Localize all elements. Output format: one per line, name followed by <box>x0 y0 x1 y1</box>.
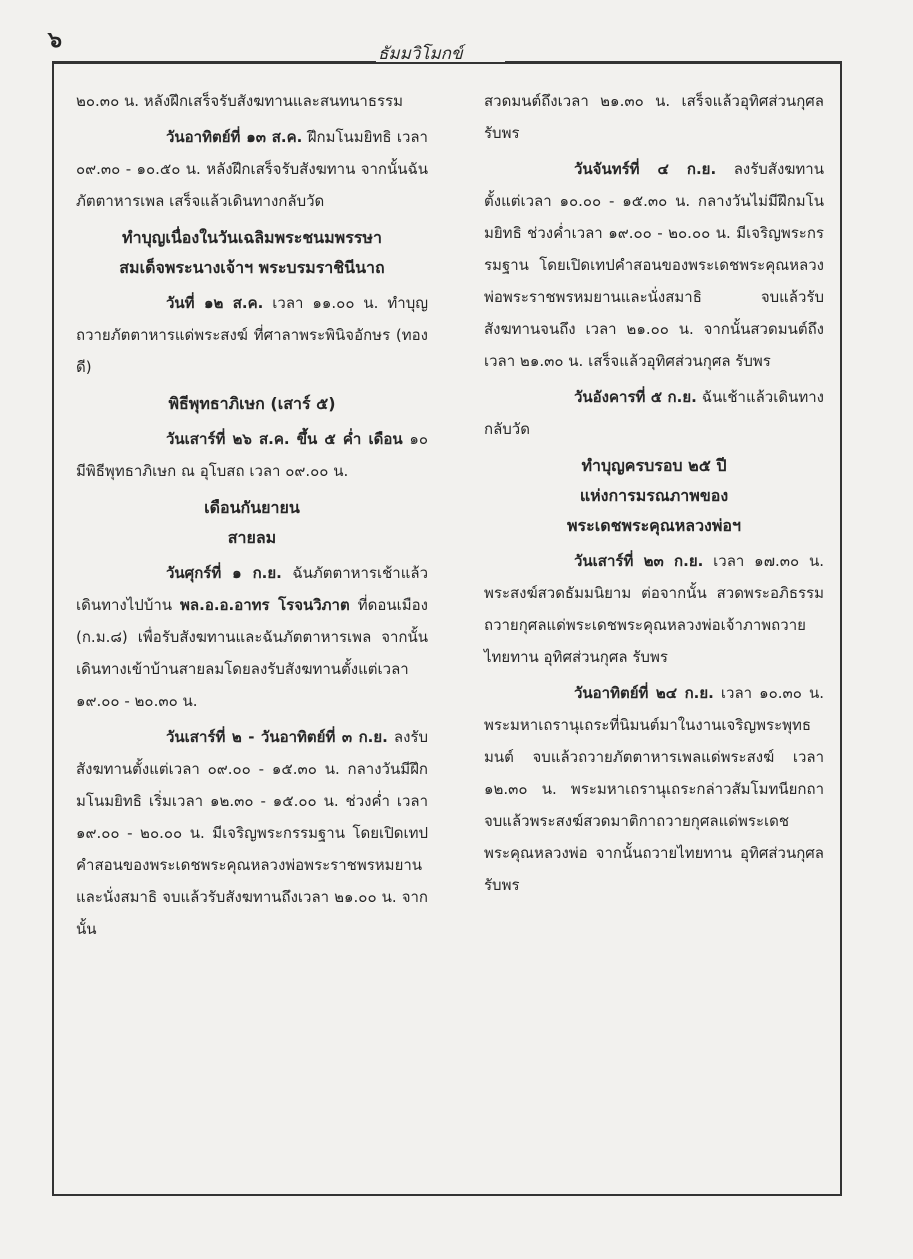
date-label: วันอาทิตย์ที่ ๑๓ ส.ค. <box>166 128 303 146</box>
date-label: วันเสาร์ที่ ๒๖ ส.ค. ขึ้น ๕ ค่ำ เดือน <box>166 430 403 448</box>
paragraph <box>76 423 428 487</box>
right-column <box>484 85 824 905</box>
paragraph <box>484 153 824 377</box>
paragraph-text: ลงรับสังฆทาน ตั้งแต่เวลา ๑๐.๐๐ - ๑๕.๓๐ น. กลางวันไม่มีฝึกมโนมยิทธิ ช่วงค่ำเวลา ๑๙.๐๐ - ๒๐.๐๐ น. มีเจริญพระกรรมฐาน โดยเปิดเทปคำสอนของพระเดชพระคุณหลวงพ่อพระราชพรหมยานและนั่งสมาธิ จบแล้วรับสังฆทานจนถึง เวลา ๒๑.๐๐ น. จากนั้นสวดมนต์ถึงเวลา ๒๑.๓๐ น. เสร็จแล้วอุทิศส่วนกุศล รับพร <box>484 160 824 370</box>
section-heading <box>76 493 428 553</box>
heading-line: สมเด็จพระนางเจ้าฯ พระบรมราชินีนาถ <box>119 258 385 277</box>
heading-line: พระเดชพระคุณหลวงพ่อฯ <box>566 516 742 535</box>
paragraph: สวดมนต์ถึงเวลา ๒๑.๓๐ น. เสร็จแล้วอุทิศส่วนกุศล รับพร <box>484 92 824 142</box>
heading-line: ทำบุญเนื่องในวันเฉลิมพระชนมพรรษา <box>122 228 382 247</box>
paragraph <box>76 721 428 945</box>
paragraph-text: เวลา ๑๗.๓๐ น. พระสงฆ์สวดธัมมนิยาม ต่อจากนั้น สวดพระอภิธรรมถวายกุศลแด่พระเดชพระคุณหลวงพ่อเจ้าภาพถวายไทยทาน อุทิศส่วนกุศล รับพร <box>484 552 825 666</box>
paragraph-text: ฝึกมโนมยิทธิ เวลา ๐๙.๓๐ - ๑๐.๕๐ น. หลังฝึกเสร็จรับสังฆทาน จากนั้นฉันภัตตาหารเพล เสร็จแล้วเดินทางกลับวัด <box>76 128 428 210</box>
paragraph-text: ฉันเช้าแล้วเดินทางกลับวัด <box>484 388 824 438</box>
heading-line: เดือนกันยายน <box>204 498 300 517</box>
heading-line: ทำบุญครบรอบ ๒๕ ปี <box>581 456 727 475</box>
paragraph-text: เวลา ๑๐.๓๐ น. พระมหาเถรานุเถระที่นิมนต์มาในงานเจริญพระพุทธมนต์ จบแล้วถวายภัตตาหารเพลแด่พระสงฆ์ เวลา ๑๒.๓๐ น. พระมหาเถรานุเถระกล่าวสัมโมทนียกถา จบแล้วพระสงฆ์สวดมาติกาถวายกุศลแด่พระเดชพระคุณหลวงพ่อ จากนั้นถวายไทยทาน อุทิศส่วนกุศล รับพร <box>484 684 824 894</box>
paragraph-text: ลงรับสังฆทานตั้งแต่เวลา ๐๙.๐๐ - ๑๕.๓๐ น. กลางวันมีฝึกมโนมยิทธิ เริ่มเวลา ๑๒.๓๐ - ๑๕.๐๐ น. ช่วงค่ำ เวลา ๑๙.๐๐ - ๒๐.๐๐ น. มีเจริญพระกรรมฐาน โดยเปิดเทปคำสอนของพระเดชพระคุณหลวงพ่อพระราชพรหมยานและนั่งสมาธิ จบแล้วรับสังฆทานถึงเวลา ๒๑.๐๐ น. จากนั้น <box>76 728 428 938</box>
date-label: วันอาทิตย์ที่ ๒๔ ก.ย. <box>574 684 714 702</box>
paragraph-text: ที่ดอนเมือง (ก.ม.๘) เพื่อรับสังฆทานและฉันภัตตาหารเพล จากนั้นเดินทางเข้าบ้านสายลมโดยลงรับสังฆทานตั้งแต่เวลา ๑๙.๐๐ - ๒๐.๓๐ น. <box>76 596 428 710</box>
date-label: วันอังคารที่ ๕ ก.ย. <box>574 388 697 406</box>
paragraph: ๒๐.๓๐ น. หลังฝึกเสร็จรับสังฆทานและสนทนาธรรม <box>76 92 403 110</box>
date-label: วันที่ ๑๒ ส.ค. <box>166 294 264 312</box>
section-heading: พิธีพุทธาภิเษก (เสาร์ ๕) <box>168 394 336 413</box>
page-number: ๖ <box>48 28 62 53</box>
person-name: พล.อ.อ.อาทร โรจนวิภาต <box>180 596 350 614</box>
heading-line: สายลม <box>227 528 277 547</box>
date-label: วันเสาร์ที่ ๒ - วันอาทิตย์ที่ ๓ ก.ย. <box>166 728 388 746</box>
paragraph <box>484 677 824 901</box>
paragraph-text: ฉันภัตตาหารเช้าแล้วเดินทางไปบ้าน <box>76 564 428 614</box>
paragraph <box>76 121 428 217</box>
date-label: วันศุกร์ที่ ๑ ก.ย. <box>166 564 282 582</box>
date-label: วันจันทร์ที่ ๔ ก.ย. <box>574 160 717 178</box>
section-heading <box>76 223 428 283</box>
paragraph-text: เวลา ๑๑.๐๐ น. ทำบุญถวายภัตตาหารแด่พระสงฆ์ ที่ศาลาพระพินิจอักษร (ทองดี) <box>76 294 428 376</box>
date-label: วันเสาร์ที่ ๒๓ ก.ย. <box>574 552 704 570</box>
paragraph <box>76 557 428 717</box>
paragraph <box>484 545 824 673</box>
paragraph-text: ๑๐ มีพิธีพุทธาภิเษก ณ อุโบสถ เวลา ๐๙.๐๐ น. <box>76 430 428 480</box>
section-heading <box>484 451 824 541</box>
paragraph <box>484 381 824 445</box>
heading-line: แห่งการมรณภาพของ <box>579 486 729 505</box>
left-column <box>76 85 428 949</box>
running-header: ธัมมวิโมกข์ <box>378 44 463 64</box>
paragraph <box>76 287 428 383</box>
